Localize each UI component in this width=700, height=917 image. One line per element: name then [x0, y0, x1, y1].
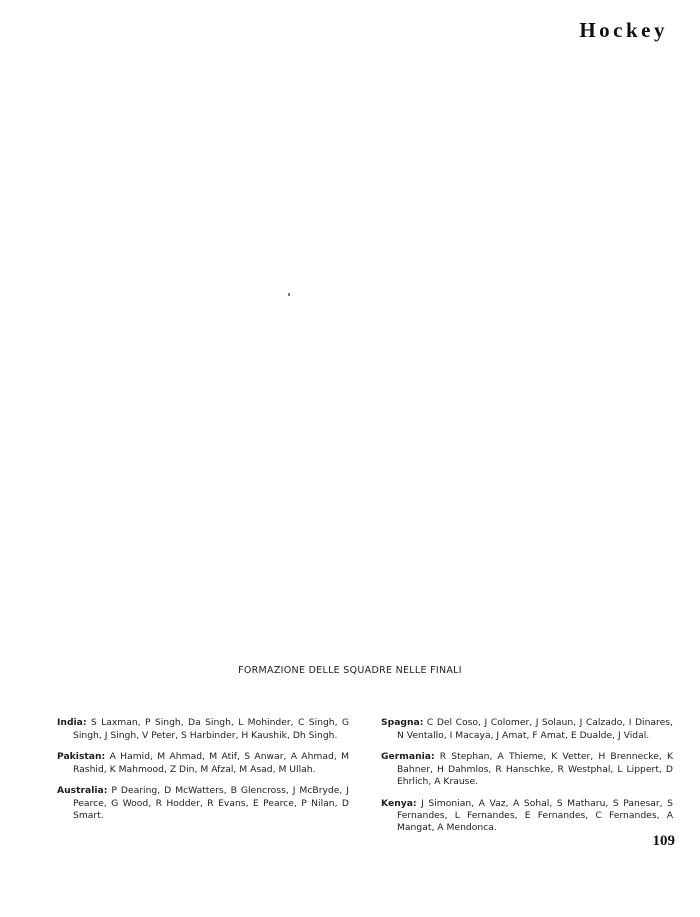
team-name: India:	[57, 717, 87, 729]
team-players: S Laxman, P Singh, Da Singh, L Mohinder, C Singh, G Singh, J Singh, V Peter, S Harbinder, H Kaushik, Dh Singh.	[73, 717, 349, 741]
team-entry-australia	[57, 785, 349, 822]
team-entry-spagna	[381, 717, 673, 742]
team-name: Spagna:	[381, 717, 424, 729]
print-speck	[288, 293, 290, 296]
team-entry-kenya	[381, 798, 673, 835]
team-players: J Simonian, A Vaz, A Sohal, S Matharu, S Panesar, S Fernandes, L Fernandes, E Fernandes, C Fernandes, A Mangat, A Mendonca.	[397, 797, 673, 834]
team-players: P Dearing, D McWatters, B Glencross, J McBryde, J Pearce, G Wood, R Hodder, R Evans, E Pearce, P Nilan, D Smart.	[73, 785, 350, 821]
section-heading: FORMAZIONE DELLE SQUADRE NELLE FINALI	[238, 665, 462, 676]
team-name: Germania:	[381, 751, 435, 763]
roster-column-left	[57, 708, 349, 830]
team-players: A Hamid, M Ahmad, M Atif, S Anwar, A Ahmad, M Rashid, K Mahmood, Z Din, M Afzal, M Asad, M Ullah.	[73, 751, 349, 775]
team-entry-pakistan	[57, 751, 349, 776]
team-entry-germania	[381, 751, 673, 788]
team-players: C Del Coso, J Colomer, J Solaun, J Calzado, I Dinares, N Ventallo, I Macaya, J Amat, F Amat, E Dualde, J Vidal.	[397, 717, 673, 741]
team-entry-india	[57, 717, 349, 742]
team-name: Kenya:	[381, 797, 417, 809]
page-title: Hockey	[579, 18, 668, 42]
page-number: 109	[652, 833, 675, 849]
team-players: R Stephan, A Thieme, K Vetter, H Brennecke, K Bahner, H Dahmlos, R Hanschke, R Westphal, L Lippert, D Ehrlich, A Krause.	[397, 751, 673, 787]
roster-column-right	[381, 708, 673, 843]
team-name: Australia:	[57, 785, 108, 797]
team-name: Pakistan:	[57, 751, 106, 763]
